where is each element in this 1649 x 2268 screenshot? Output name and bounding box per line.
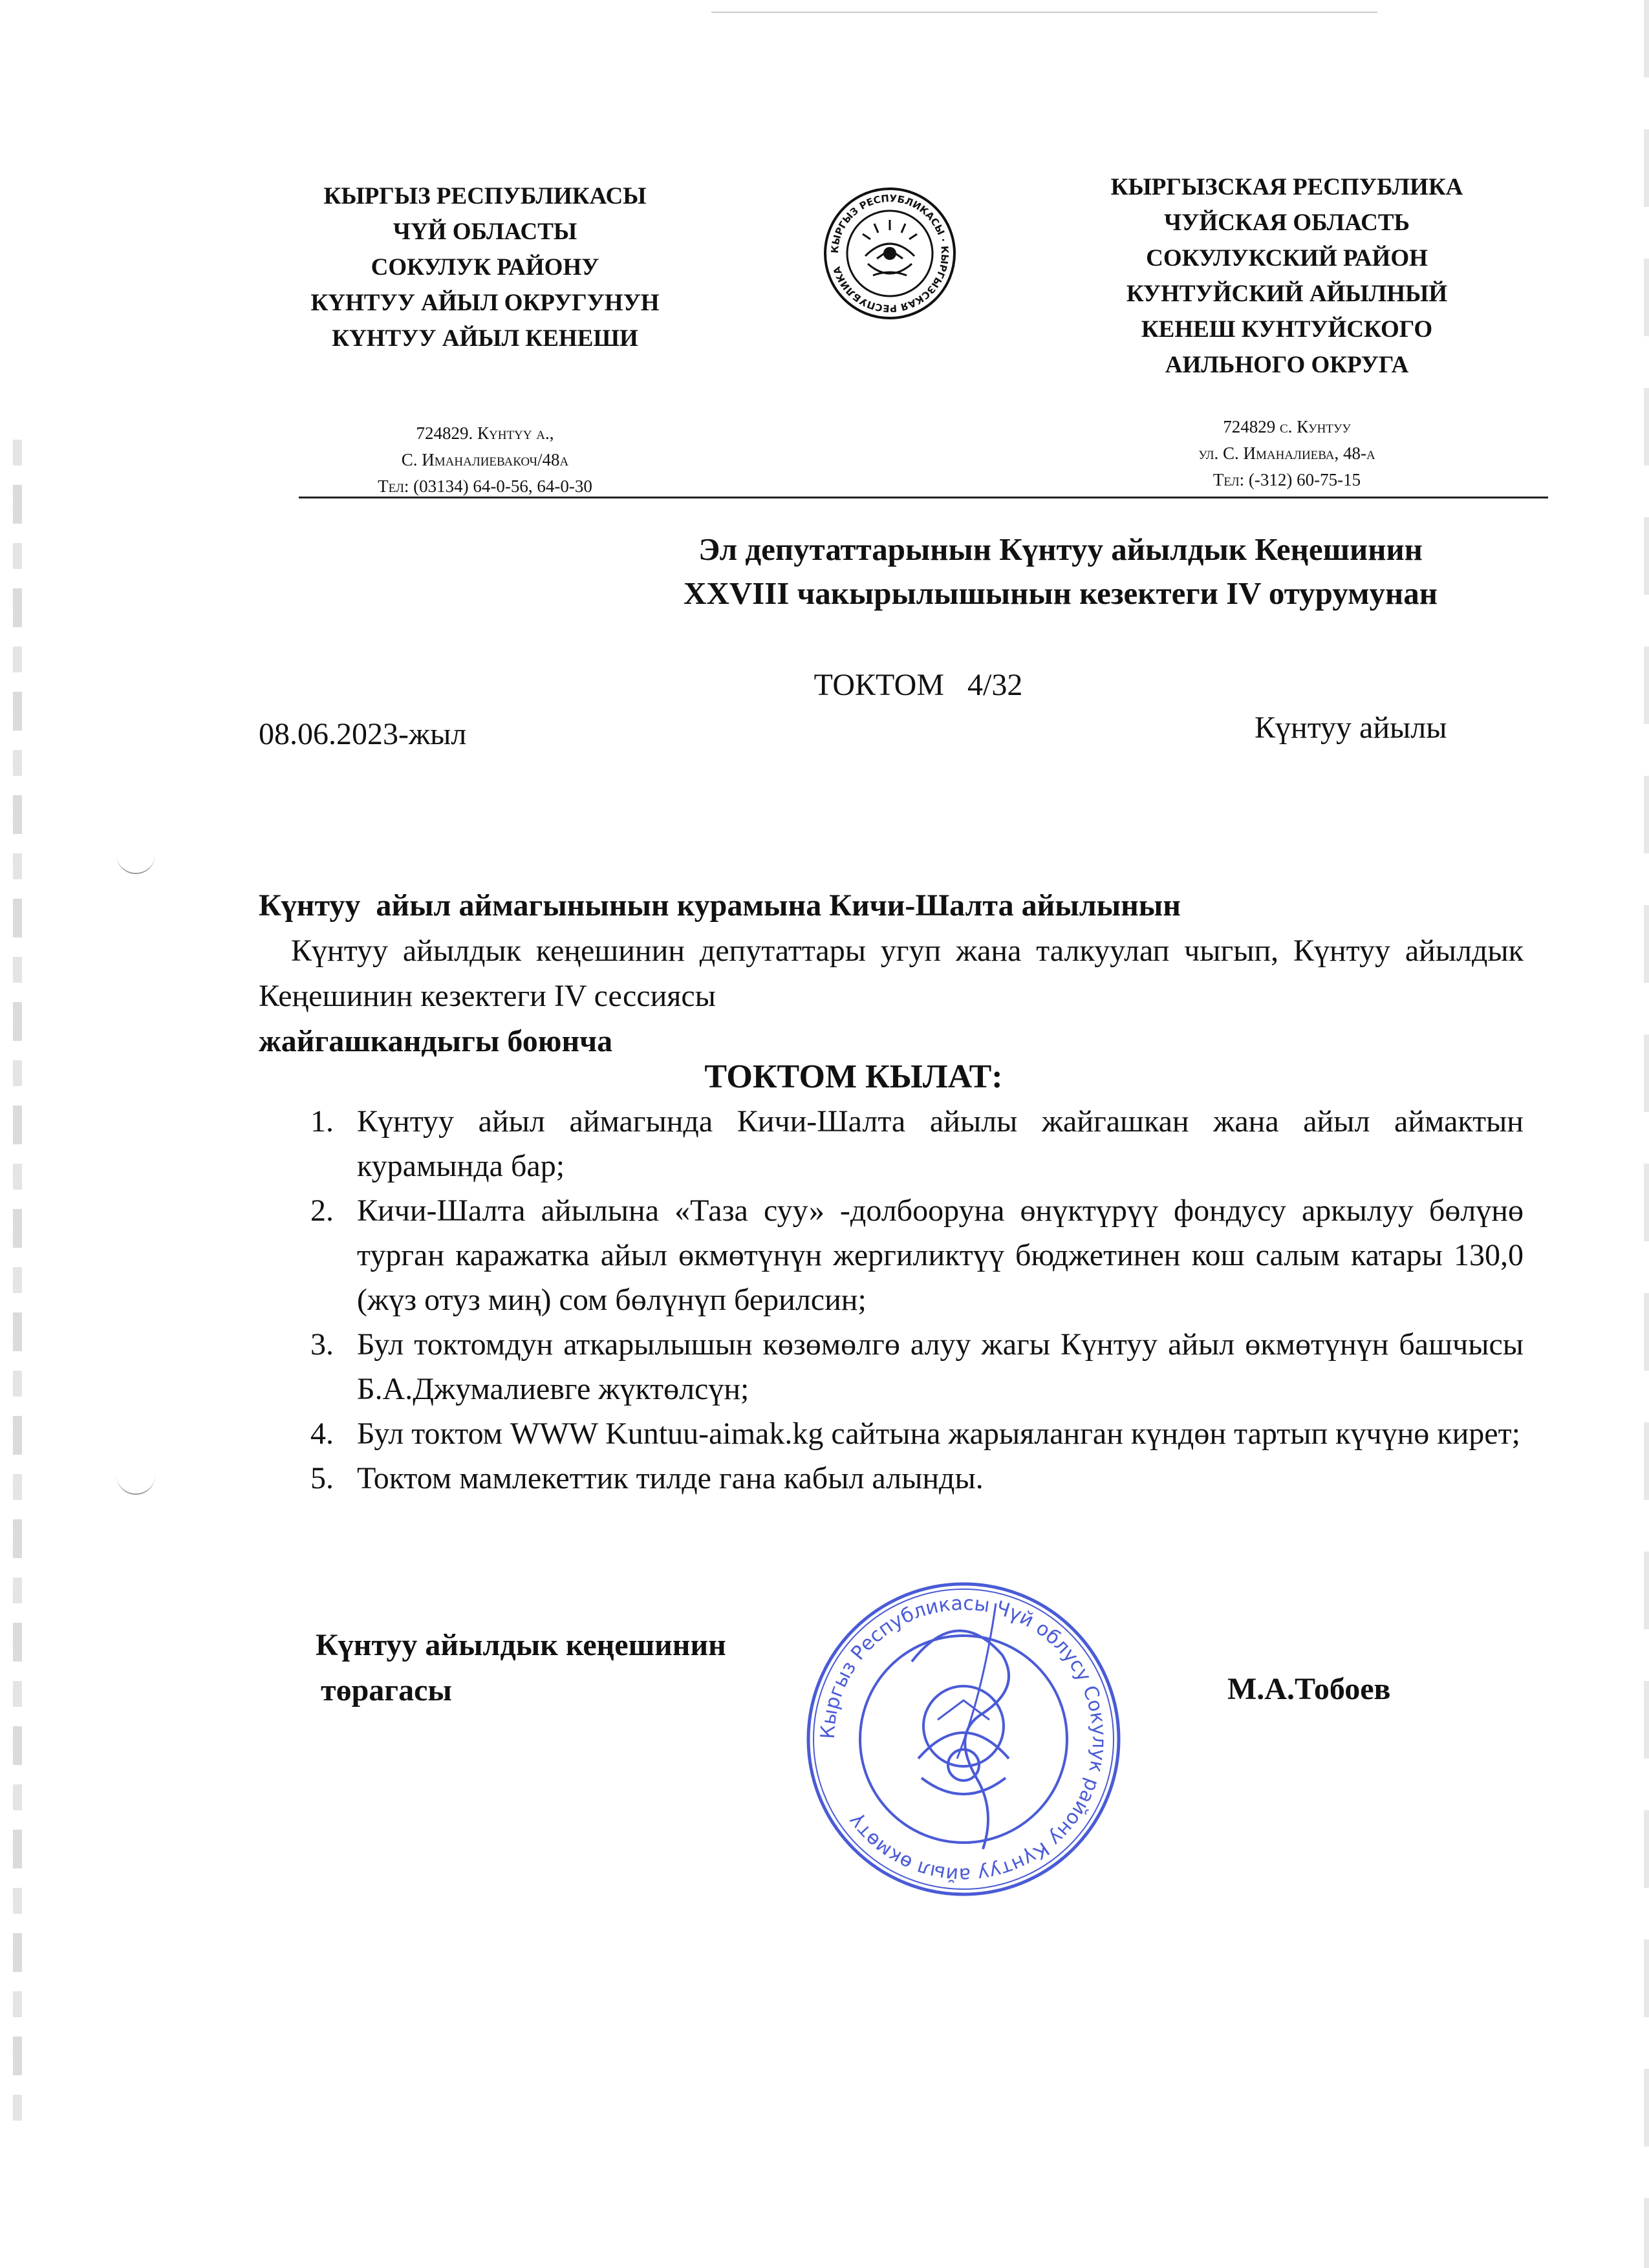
signatory-name: М.А.Тобоев — [1227, 1672, 1391, 1706]
subject-line: Күнтуу айыл аймагынынын курамына Кичи-Шалта айылынын — [259, 888, 1181, 923]
item-text: Бул токтомдун аткарылышын көзөмөлгө алуу жагы Күнтуу айыл өкмөтүнүн башчысы Б.А.Джумалиевге жүктөлсүн; — [357, 1327, 1524, 1406]
item-text: Бул токтом WWW Kuntuu-aimak.kg сайтына жарыяланган күндөн тартып күчүнө кирет; — [357, 1417, 1520, 1451]
header-right-line: КУНТУЙСКИЙ АЙЫЛНЫЙ — [1126, 281, 1448, 307]
subject-line: жайгашкандыгы боюнча — [259, 1024, 613, 1058]
address-left-line: Тел: (03134) 64-0-56, 64-0-30 — [378, 476, 592, 496]
header-right — [1061, 169, 1513, 383]
session-title — [556, 528, 1565, 615]
header-right-line: АИЛЬНОГО ОКРУГА — [1165, 352, 1409, 378]
decree-item — [310, 1456, 1524, 1501]
state-emblem — [823, 186, 957, 321]
header-left-line: ЧҮЙ ОБЛАСТЫ — [393, 219, 577, 245]
stamp-ring-text: Кыргыз Республикасы Чүй облусу Сокулук району Күнтуу айыл өкмөтү — [816, 1592, 1111, 1887]
scan-edge-right — [1644, 0, 1649, 2268]
signature-role — [316, 1623, 726, 1713]
header-left-line: КҮНТУУ АЙЫЛ КЕНЕШИ — [332, 325, 638, 352]
decree-items — [310, 1099, 1524, 1501]
item-number: 5. — [310, 1461, 334, 1495]
header-left — [259, 178, 711, 356]
decision-place: Күнтуу айылы — [1255, 711, 1447, 745]
decision-number: ТОКТОМ 4/32 — [814, 668, 1023, 702]
decree-item — [310, 1188, 1524, 1322]
preamble: Күнтуу айылдык кеңешинин депутаттары угуп жана талкуулап чыгып, Күнтуу айылдык Кеңешинин кезектеги IV сессиясы — [259, 934, 1524, 1013]
item-text: Токтом мамлекеттик тилде гана кабыл алынды. — [357, 1461, 984, 1495]
item-number: 1. — [310, 1104, 334, 1139]
address-right-line: ул. С. Иманалиева, 48-а — [1198, 444, 1375, 463]
header-left-line: СОКУЛУК РАЙОНУ — [371, 254, 599, 281]
item-number: 2. — [310, 1193, 334, 1228]
header-right-line: ЧУЙСКАЯ ОБЛАСТЬ — [1164, 209, 1410, 236]
header-right-line: СОКУЛУКСКИЙ РАЙОН — [1146, 245, 1428, 272]
decree-item — [310, 1099, 1524, 1188]
item-text: Кичи-Шалта айылына «Таза суу» -долбооруна өнүктүрүү фондусу аркылуу бөлүнө турган каражатка айыл өкмөтүнүн жергиликтүү бюджетинен кош салым катары 130,0 (жүз отуз миң) сом бөлүнүп берилсин; — [357, 1193, 1524, 1317]
header-right-line: КЫРГЫЗСКАЯ РЕСПУБЛИКА — [1110, 174, 1463, 200]
signature-role-line: төрагасы — [321, 1673, 452, 1707]
session-title-line: Эл депутаттарынын Күнтуу айылдык Кеңешинин — [698, 531, 1423, 567]
address-right — [1093, 414, 1481, 493]
header-left-line: КҮНТУУ АЙЫЛ ОКРУГУНУН — [310, 290, 660, 316]
decree-item — [310, 1411, 1524, 1456]
punch-hole-mark — [116, 853, 155, 874]
emblem-ring-text: КЫРГЫЗ РЕСПУБЛИКАСЫ · КЫРГЫЗСКАЯ РЕСПУБЛИКА — [828, 192, 951, 315]
address-right-line: Тел: (-312) 60-75-15 — [1212, 470, 1361, 489]
official-stamp — [789, 1565, 1138, 1914]
scan-edge-left — [13, 440, 22, 2121]
item-number: 4. — [310, 1417, 334, 1451]
decision-date: 08.06.2023-жыл — [259, 717, 467, 751]
letterhead-divider — [299, 497, 1548, 498]
address-left — [291, 420, 679, 500]
header-left-line: КЫРГЫЗ РЕСПУБЛИКАСЫ — [323, 183, 647, 209]
address-right-line: 724829 с. Кунтуу — [1223, 417, 1351, 436]
decree-item — [310, 1322, 1524, 1411]
header-right-line: КЕНЕШ КУНТУЙСКОГО — [1141, 316, 1433, 343]
scan-edge-top — [711, 12, 1377, 13]
punch-hole-mark — [116, 1474, 155, 1495]
address-left-line: 724829. Күнтүү а., — [416, 423, 554, 443]
address-left-line: С. Иманалиевакоч/48а — [401, 450, 569, 469]
decree-heading: ТОКТОМ КЫЛАТ: — [704, 1058, 1003, 1095]
item-number: 3. — [310, 1327, 334, 1362]
item-text: Күнтуу айыл аймагында Кичи-Шалта айылы жайгашкан жана айыл аймактын курамында бар; — [357, 1104, 1524, 1183]
signature-role-line: Күнтуу айылдык кеңешинин — [316, 1628, 726, 1662]
session-title-line: XXVIII чакырылышынын кезектеги IV отурумунан — [684, 575, 1438, 611]
